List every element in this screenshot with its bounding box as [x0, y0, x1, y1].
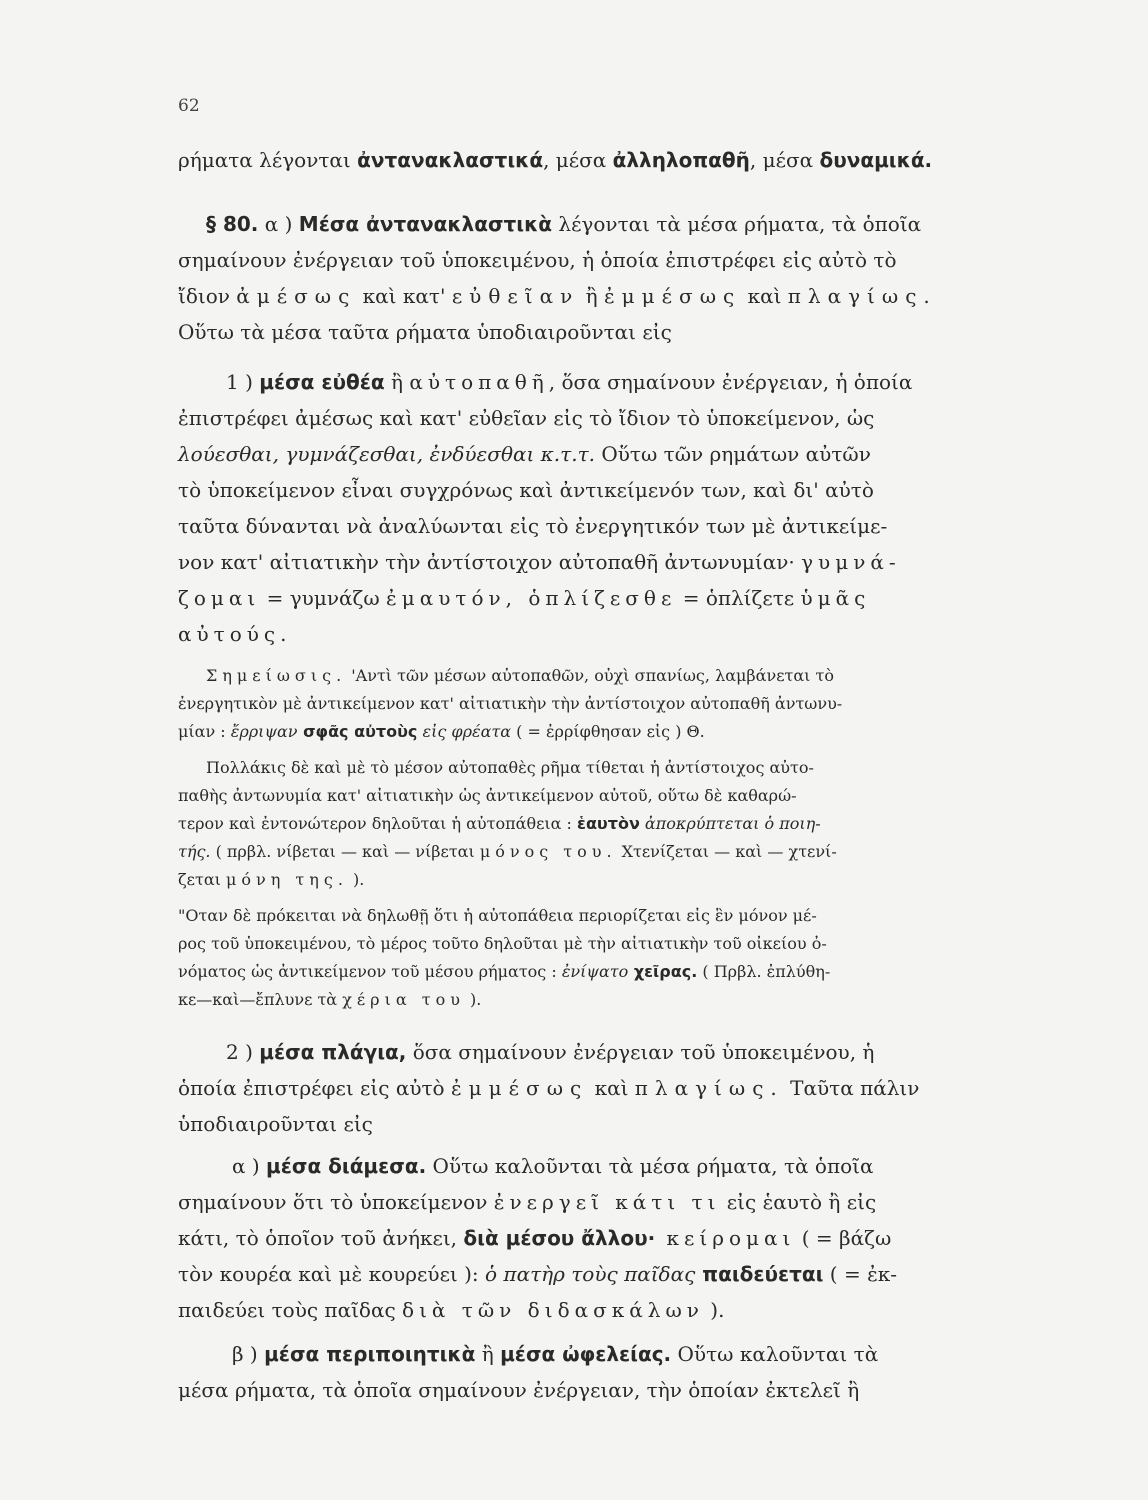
note1-line-3: μίαν : ἔρριψαν σφᾶς αὐτοὺς εἰς φρέατα ( = ἐρρίφθησαν εἰς ) Θ.: [178, 722, 705, 741]
pa-line-3: κάτι, τὸ ὁποῖον τοῦ ἀνήκει, διὰ μέσου ἄλλου· κείρομαι ( = βάζω: [178, 1226, 892, 1250]
note3-line-1: "Οταν δὲ πρόκειται νὰ δηλωθῇ ὅτι ἡ αὐτοπάθεια περιορίζεται εἰς ἓν μόνον μέ-: [178, 906, 817, 925]
note2-line-5: ζεται μόνη της. ).: [178, 870, 365, 889]
section-number: § 80.: [206, 212, 259, 236]
p1-line-7: ζομαι = γυμνάζω ἐμαυτόν, ὁπλίζεσθε = ὁπλίζετε ὑμᾶς: [178, 586, 871, 610]
p1-line-5: ταῦτα δύνανται νὰ ἀναλύωνται εἰς τὸ ἐνεργητικόν των μὲ ἀντικείμε-: [178, 514, 888, 538]
note3-line-4: κε—καὶ—ἔπλυνε τὰ χέρια του ).: [178, 990, 482, 1009]
p1-line-3: λούεσθαι, γυμνάζεσθαι, ἐνδύεσθαι κ.τ.τ. Οὕτω τῶν ρημάτων αὐτῶν: [178, 442, 871, 466]
intro-line: ρήματα λέγονται ἀντανακλαστικά, μέσα ἀλληλοπαθῆ, μέσα δυναμικά.: [178, 148, 933, 172]
page-number: 62: [178, 96, 200, 116]
p1-line-8: αὐτούς.: [178, 622, 292, 646]
pa-line-5: παιδεύει τοὺς παῖδας διὰ τῶν διδασκάλων ).: [178, 1298, 725, 1322]
note2-line-1: Πολλάκις δὲ καὶ μὲ τὸ μέσον αὐτοπαθὲς ρῆμα τίθεται ἡ ἀντίστοιχος αὐτο-: [206, 758, 814, 777]
section-80-line-4: Οὕτω τὰ μέσα ταῦτα ρήματα ὑποδιαιροῦνται εἰς: [178, 320, 672, 344]
section-80-line-1: § 80. α ) Μέσα ἀντανακλαστικὰ λέγονται τὰ μέσα ρήματα, τὰ ὁποῖα: [206, 212, 922, 236]
section-80-line-2: σημαίνουν ἐνέργειαν τοῦ ὑποκειμένου, ἡ ὁποία ἐπιστρέφει εἰς αὐτὸ τὸ: [178, 248, 897, 272]
p1-line-4: τὸ ὑποκείμενον εἶναι συγχρόνως καὶ ἀντικείμενόν των, καὶ δι' αὐτὸ: [178, 478, 874, 502]
pb-line-2: μέσα ρήματα, τὰ ὁποῖα σημαίνουν ἐνέργειαν, τὴν ὁποίαν ἐκτελεῖ ἢ: [178, 1378, 860, 1402]
p1-line-2: ἐπιστρέφει ἀμέσως καὶ κατ' εὐθεῖαν εἰς τὸ ἴδιον τὸ ὑποκείμενον, ὡς: [178, 406, 875, 430]
note1-line-2: ἐνεργητικὸν μὲ ἀντικείμενον κατ' αἰτιατικὴν τὴν ἀντίστοιχον αὐτοπαθῆ ἀντωνυ-: [178, 694, 843, 713]
pa-line-1: α ) μέσα διάμεσα. Οὕτω καλοῦνται τὰ μέσα ρήματα, τὰ ὁποῖα: [232, 1154, 874, 1178]
p2-line-1: 2 ) μέσα πλάγια, ὅσα σημαίνουν ἐνέργειαν τοῦ ὑποκειμένου, ἡ: [226, 1040, 875, 1064]
p1-line-6: νον κατ' αἰτιατικὴν τὴν ἀντίστοιχον αὐτοπαθῆ ἀντωνυμίαν· γυμνά-: [178, 550, 901, 574]
pb-line-1: β ) μέσα περιποιητικὰ ἢ μέσα ὠφελείας. Οὕτω καλοῦνται τὰ: [232, 1342, 879, 1366]
note3-line-2: ρος τοῦ ὑποκειμένου, τὸ μέρος τοῦτο δηλοῦται μὲ τὴν αἰτιατικὴν τοῦ οἰκείου ὀ-: [178, 934, 827, 953]
note2-line-4: τής. ( πρβλ. νίβεται — καὶ — νίβεται μόνος του. Χτενίζεται — καὶ — χτενί-: [178, 842, 837, 861]
p2-line-2: ὁποία ἐπιστρέφει εἰς αὐτὸ ἐμμέσως καὶ πλαγίως. Ταῦτα πάλιν: [178, 1076, 920, 1100]
p2-line-3: ὑποδιαιροῦνται εἰς: [178, 1112, 373, 1136]
note1-line-1: Σημείωσις. 'Αντὶ τῶν μέσων αὐτοπαθῶν, οὐχὶ σπανίως, λαμβάνεται τὸ: [206, 666, 834, 685]
note2-line-2: παθὴς ἀντωνυμία κατ' αἰτιατικὴν ὡς ἀντικείμενον αὐτοῦ, οὕτω δὲ καθαρώ-: [178, 786, 797, 805]
p1-line-1: 1 ) μέσα εὐθέα ἢ αὐτοπαθῆ, ὅσα σημαίνουν ἐνέργειαν, ἡ ὁποία: [226, 370, 913, 394]
section-80-line-3: ἴδιον ἀμέσως καὶ κατ' εὐθεῖαν ἢ ἐμμέσως καὶ πλαγίως.: [178, 284, 937, 308]
note3-line-3: νόματος ὡς ἀντικείμενον τοῦ μέσου ρήματος : ἐνίψατο χεῖρας. ( Πρβλ. ἐπλύθη-: [178, 962, 831, 981]
pa-line-2: σημαίνουν ὅτι τὸ ὑποκείμενον ἐνεργεῖ κάτι τι εἰς ἑαυτὸ ἢ εἰς: [178, 1190, 877, 1214]
pa-line-4: τὸν κουρέα καὶ μὲ κουρεύει ): ὁ πατὴρ τοὺς παῖδας παιδεύεται ( = ἐκ-: [178, 1262, 898, 1286]
note2-line-3: τερον καὶ ἐντονώτερον δηλοῦται ἡ αὐτοπάθεια : ἑαυτὸν ἀποκρύπτεται ὁ ποιη-: [178, 814, 821, 833]
